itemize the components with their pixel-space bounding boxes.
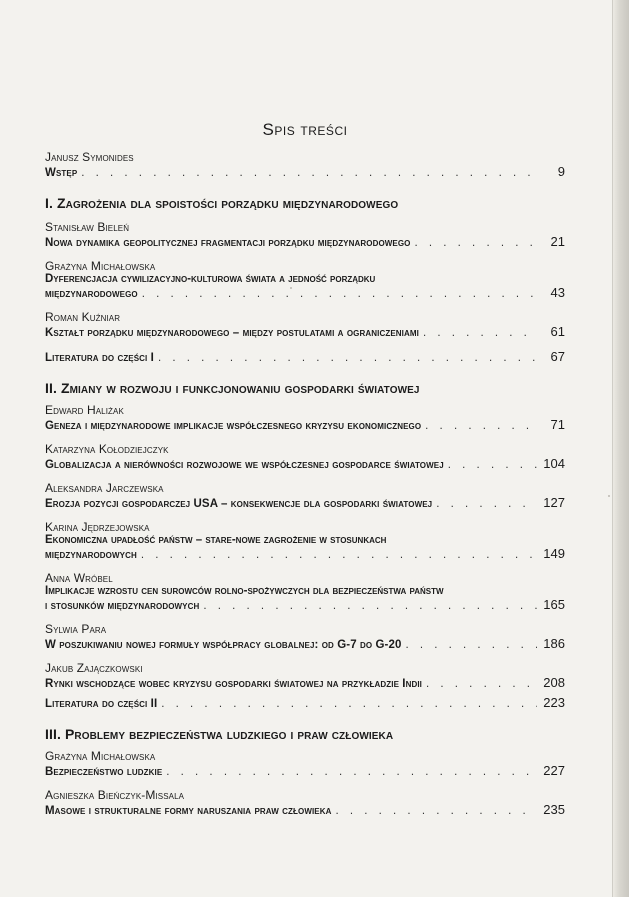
toc-item[interactable] (45, 749, 565, 778)
dot-leader (426, 678, 537, 690)
dot-leader (161, 698, 537, 710)
toc-entry[interactable] (45, 164, 565, 179)
entry-line (45, 417, 565, 432)
toc-title: Spis treści (262, 120, 348, 139)
dot-leader (425, 420, 537, 432)
entry-page: 21 (550, 234, 565, 249)
entry-author: Edward Haliżak (45, 403, 124, 417)
toc-part-2 (45, 380, 565, 710)
entry-author: Grażyna Michałowska (45, 259, 156, 273)
toc-item[interactable] (45, 442, 565, 471)
entry-title: W poszukiwaniu nowej formuły współpracy globalnej: od G-7 do G-20 (45, 639, 402, 651)
entry-title: Geneza i międzynarodowe implikacje współczesnego kryzysu ekonomicznego (45, 420, 422, 432)
entry-author: Jakub Zajączkowski (45, 661, 143, 675)
dot-leader (166, 766, 537, 778)
entry-title: Kształt porządku międzynarodowego – między postulatami a ograniczeniami (45, 327, 419, 339)
entry-page: 186 (543, 636, 565, 651)
entry-author: Aleksandra Jarczewska (45, 481, 164, 495)
literature-entry[interactable] (45, 349, 565, 364)
entry-page: 223 (543, 695, 565, 710)
entry-line (45, 324, 565, 339)
entry-title: Erozja pozycji gospodarczej USA – konsekwencje dla gospodarki światowej (45, 498, 433, 510)
entry-line (45, 763, 565, 778)
entry-title-cont: międzynarodowych (45, 549, 137, 561)
entry-author: Katarzyna Kołodziejczyk (45, 442, 169, 456)
toc-item[interactable] (45, 520, 565, 561)
dot-leader (335, 805, 537, 817)
entry-author: Stanisław Bieleń (45, 220, 130, 234)
toc-item[interactable] (45, 259, 565, 300)
entry-author: Karina Jędrzejowska (45, 520, 150, 534)
toc-content (45, 150, 565, 817)
toc-item[interactable] (45, 403, 565, 432)
entry-title: Ekonomiczna upadłość państw – stare-nowe zagrożenie w stosunkach (45, 534, 387, 546)
entry-line (45, 495, 565, 510)
toc-part-3 (45, 726, 565, 817)
entry-title: Implikacje wzrostu cen surowców rolno-spożywczych dla bezpieczeństwa państw (45, 585, 444, 597)
entry-page: 9 (557, 164, 565, 179)
dot-leader (423, 327, 537, 339)
entry-title: Nowa dynamika geopolitycznej fragmentacji porządku międzynarodowego (45, 237, 411, 249)
entry-author: Grażyna Michałowska (45, 749, 156, 763)
part-heading: II. Zmiany w rozwoju i funkcjonowaniu gospodarki światowej (45, 380, 420, 396)
entry-page: 165 (543, 597, 565, 612)
dot-leader (158, 352, 537, 364)
dot-leader (142, 288, 537, 300)
entry-page: 71 (550, 417, 565, 432)
entry-line (45, 285, 565, 300)
entry-title-cont: międzynarodowego (45, 288, 138, 300)
entry-author: Agnieszka Bieńczyk-Missala (45, 788, 185, 802)
dot-leader (436, 498, 537, 510)
toc-item[interactable] (45, 310, 565, 339)
entry-line (45, 546, 565, 561)
literature-entry[interactable] (45, 695, 565, 710)
entry-title: Literatura do części I (45, 352, 154, 364)
entry-title: Bezpieczeństwo ludzkie (45, 766, 163, 778)
entry-title: Dyferencjacja cywilizacyjno-kulturowa świata a jedność porządku (45, 273, 376, 285)
paper-speck (608, 495, 610, 497)
entry-page: 127 (543, 495, 565, 510)
dot-leader (448, 459, 537, 471)
entry-title: Rynki wschodzące wobec kryzysu gospodarki światowej na przykładzie Indii (45, 678, 423, 690)
entry-author: Anna Wróbel (45, 571, 113, 585)
entry-page: 104 (543, 456, 565, 471)
entry-title: Masowe i strukturalne formy naruszania praw człowieka (45, 805, 332, 817)
entry-title-cont: i stosunków międzynarodowych (45, 600, 200, 612)
toc-item[interactable] (45, 788, 565, 817)
entry-author: Sylwia Para (45, 622, 107, 636)
entry-page: 149 (543, 546, 565, 561)
entry-title: Literatura do części II (45, 698, 158, 710)
entry-page: 67 (550, 349, 565, 364)
entry-line (45, 597, 565, 612)
toc-item[interactable] (45, 220, 565, 249)
part-heading: I. Zagrożenia dla spoistości porządku międzynarodowego (45, 195, 399, 211)
toc-item[interactable] (45, 622, 565, 651)
entry-page: 43 (550, 285, 565, 300)
page-edge (612, 0, 629, 897)
entry-line (45, 234, 565, 249)
toc-part-1 (45, 195, 565, 364)
toc-intro (45, 150, 565, 179)
entry-page: 227 (543, 763, 565, 778)
dot-leader (415, 237, 538, 249)
entry-page: 61 (550, 324, 565, 339)
entry-title: Globalizacja a nierówności rozwojowe we współczesnej gospodarce światowej (45, 459, 444, 471)
part-heading: III. Problemy bezpieczeństwa ludzkiego i praw człowieka (45, 726, 394, 742)
dot-leader (81, 167, 537, 179)
entry-page: 208 (543, 675, 565, 690)
dot-leader (141, 549, 537, 561)
entry-line (45, 802, 565, 817)
toc-item[interactable] (45, 571, 565, 612)
entry-line (45, 675, 565, 690)
entry-page: 235 (543, 802, 565, 817)
entry-line (45, 636, 565, 651)
toc-item[interactable] (45, 661, 565, 690)
entry-author: Roman Kuźniar (45, 310, 121, 324)
entry-author: Janusz Symonides (45, 150, 134, 164)
dot-leader (203, 600, 537, 612)
toc-item[interactable] (45, 481, 565, 510)
dot-leader (405, 639, 537, 651)
entry-title: Wstęp (45, 167, 78, 179)
entry-line (45, 456, 565, 471)
